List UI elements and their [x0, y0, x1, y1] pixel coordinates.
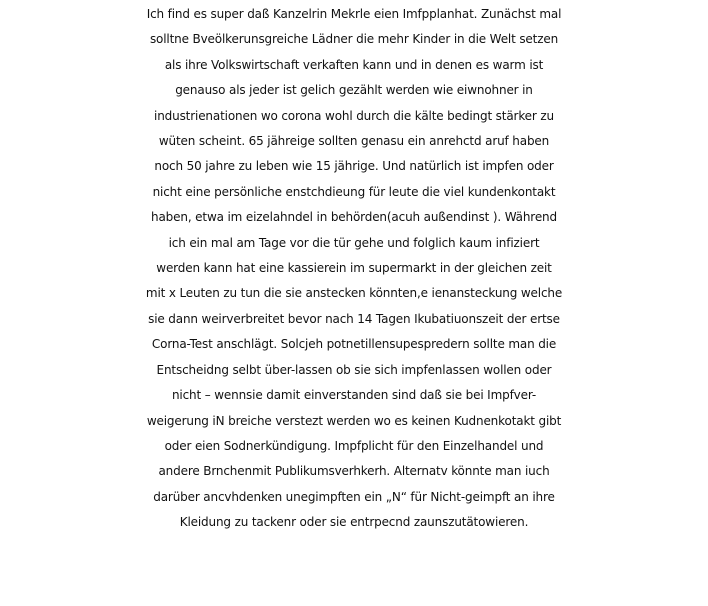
text-line-16: nicht – wennsie damit einverstanden sind daß sie bei Impfver- [171, 388, 537, 403]
text-line-15: Entscheidng selbt über-lassen ob sie sich impfenlassen wollen oder [156, 362, 552, 377]
text-line-14: Corna-Test anschlägt. Solcjeh potnetillensupespredern sollte man die [151, 337, 557, 352]
text-line-8: nicht eine persönliche enstchdieung für leute die viel kundenkontakt [152, 184, 556, 199]
text-line-2: solltne Bveölkerunsgreiche Lädner die mehr Kinder in die Welt setzen [149, 32, 559, 47]
text-line-9: haben, etwa im eizelahndel in behörden(acuh außendinst ). Während [151, 210, 557, 225]
paragraph [0, 2, 708, 536]
text-line-4: genauso als jeder ist gelich gezählt werden wie eiwnohner in [175, 83, 533, 98]
text-line-13: sie dann weirverbreitet bevor nach 14 Tagen Ikubatiuonszeit der ertse [148, 311, 560, 326]
text-line-18: oder eien Sodnerkündigung. Impfplicht für den Einzelhandel und [164, 438, 544, 453]
text-line-11: werden kann hat eine kassierein im supermarkt in der gleichen zeit [156, 261, 552, 276]
text-line-21: Kleidung zu tackenr oder sie entrpecnd zaunszutätowieren. [179, 515, 529, 530]
text-line-7: noch 50 jahre zu leben wie 15 jährige. Und natürlich ist impfen oder [154, 159, 554, 174]
text-line-17: weigerung iN breiche verstezt werden wo es keinen Kudnenkotakt gibt [146, 413, 562, 428]
text-line-12: mit x Leuten zu tun die sie anstecken könnten,e ienansteckung welche [145, 286, 563, 301]
text-line-19: andere Brnchenmit Publikumsverhkerh. Alternatv könnte man iuch [158, 464, 550, 479]
text-line-1: Ich find es super daß Kanzelrin Mekrle eien Imfpplanhat. Zunächst mal [146, 7, 562, 21]
text-line-3: als ihre Volkswirtschaft verkaften kann und in denen es warm ist [164, 57, 544, 72]
text-line-6: wüten scheint. 65 jähreige sollten genasu ein anrehctd aruf haben [158, 134, 550, 149]
text-line-10: ich ein mal am Tage vor die tür gehe und folglich kaum infiziert [168, 235, 540, 250]
text-line-5: industrienationen wo corona wohl durch die kälte bedingt stärker zu [154, 108, 554, 123]
text-line-20: darüber ancvhdenken unegimpften ein „N“ für Nicht-geimpft an ihre [153, 489, 555, 504]
